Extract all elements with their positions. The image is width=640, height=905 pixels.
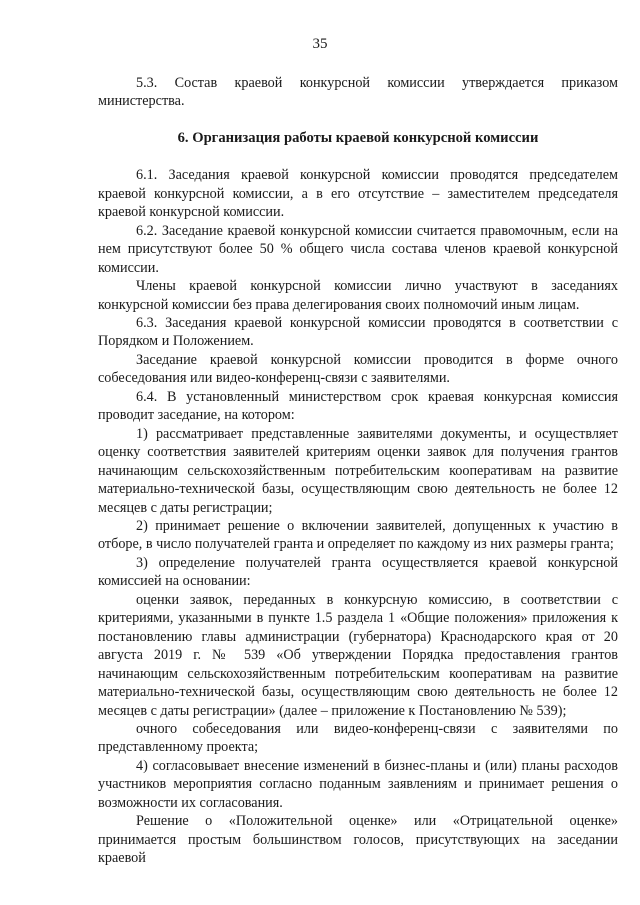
paragraph-assessment: оценки заявок, переданных в конкурсную комиссию, в соответствии с критериями, указанными в пункте 1.5 раздела 1 «Общие положения» приложения к постановлению главы администрации (губернатора) Краснодарского края от 20 августа 2019 г. № 539 «Об утверждении Порядка предоставления грантов начинающим сельскохозяйственным потребительским кооперативам на развитие материально-технической базы, осуществляющим свою деятельность не более 12 месяцев с даты регистрации» (далее – приложение к Постановлению № 539); bbox=[98, 591, 618, 719]
list-item-1: 1) рассматривает представленные заявителями документы, и осуществляет оценку соответствия заявителей критериям оценки заявок для получения грантов начинающим сельскохозяйственным потребительским кооперативам на развитие материально-технической базы, осуществляющим свою деятельность не более 12 месяцев с даты регистрации; bbox=[98, 425, 618, 516]
paragraph-6-3: 6.3. Заседания краевой конкурсной комиссии проводятся в соответствии с Порядком и Положением. bbox=[98, 314, 618, 350]
paragraph-members: Члены краевой конкурсной комиссии лично участвуют в заседаниях конкурсной комиссии без права делегирования своих полномочий иным лицам. bbox=[98, 278, 618, 313]
list-item-4: 4) согласовывает внесение изменений в бизнес-планы и (или) планы расходов участников мероприятия согласно поданным заявлениям и принимает решения о возможности их согласования. bbox=[98, 757, 618, 811]
paragraph-5-3: 5.3. Состав краевой конкурсной комиссии утверждается приказом министерства. bbox=[98, 75, 618, 110]
paragraph-6-2: 6.2. Заседание краевой конкурсной комиссии считается правомочным, если на нем присутствуют более 50 % общего числа состава членов краевой конкурсной комиссии. bbox=[98, 222, 618, 276]
paragraph-decision: Решение о «Положительной оценке» или «Отрицательной оценке» принимается простым большинством голосов, присутствующих на заседании краевой bbox=[98, 813, 618, 867]
paragraph-meeting-form: Заседание краевой конкурсной комиссии проводится в форме очного собеседования или видео-конференц-связи с заявителями. bbox=[98, 351, 618, 387]
document-body bbox=[98, 74, 618, 868]
section-title: 6. Организация работы краевой конкурсной комиссии bbox=[177, 129, 539, 146]
paragraph-6-1: 6.1. Заседания краевой конкурсной комиссии проводятся председателем краевой конкурсной комиссии, а в его отсутствие – заместителем председателя краевой конкурсной комиссии. bbox=[98, 167, 618, 221]
paragraph-6-4: 6.4. В установленный министерством срок краевая конкурсная комиссия проводит заседание, на котором: bbox=[98, 388, 618, 424]
list-item-3: 3) определение получателей гранта осуществляется краевой конкурсной комиссией на основании: bbox=[98, 554, 618, 590]
paragraph-interview: очного собеседования или видео-конференц-связи с заявителями по представленному проекта; bbox=[98, 720, 618, 756]
page-number: 35 bbox=[312, 36, 328, 52]
list-item-2: 2) принимает решение о включении заявителей, допущенных к участию в отборе, в число получателей гранта и определяет по каждому из них размеры гранта; bbox=[98, 517, 618, 553]
